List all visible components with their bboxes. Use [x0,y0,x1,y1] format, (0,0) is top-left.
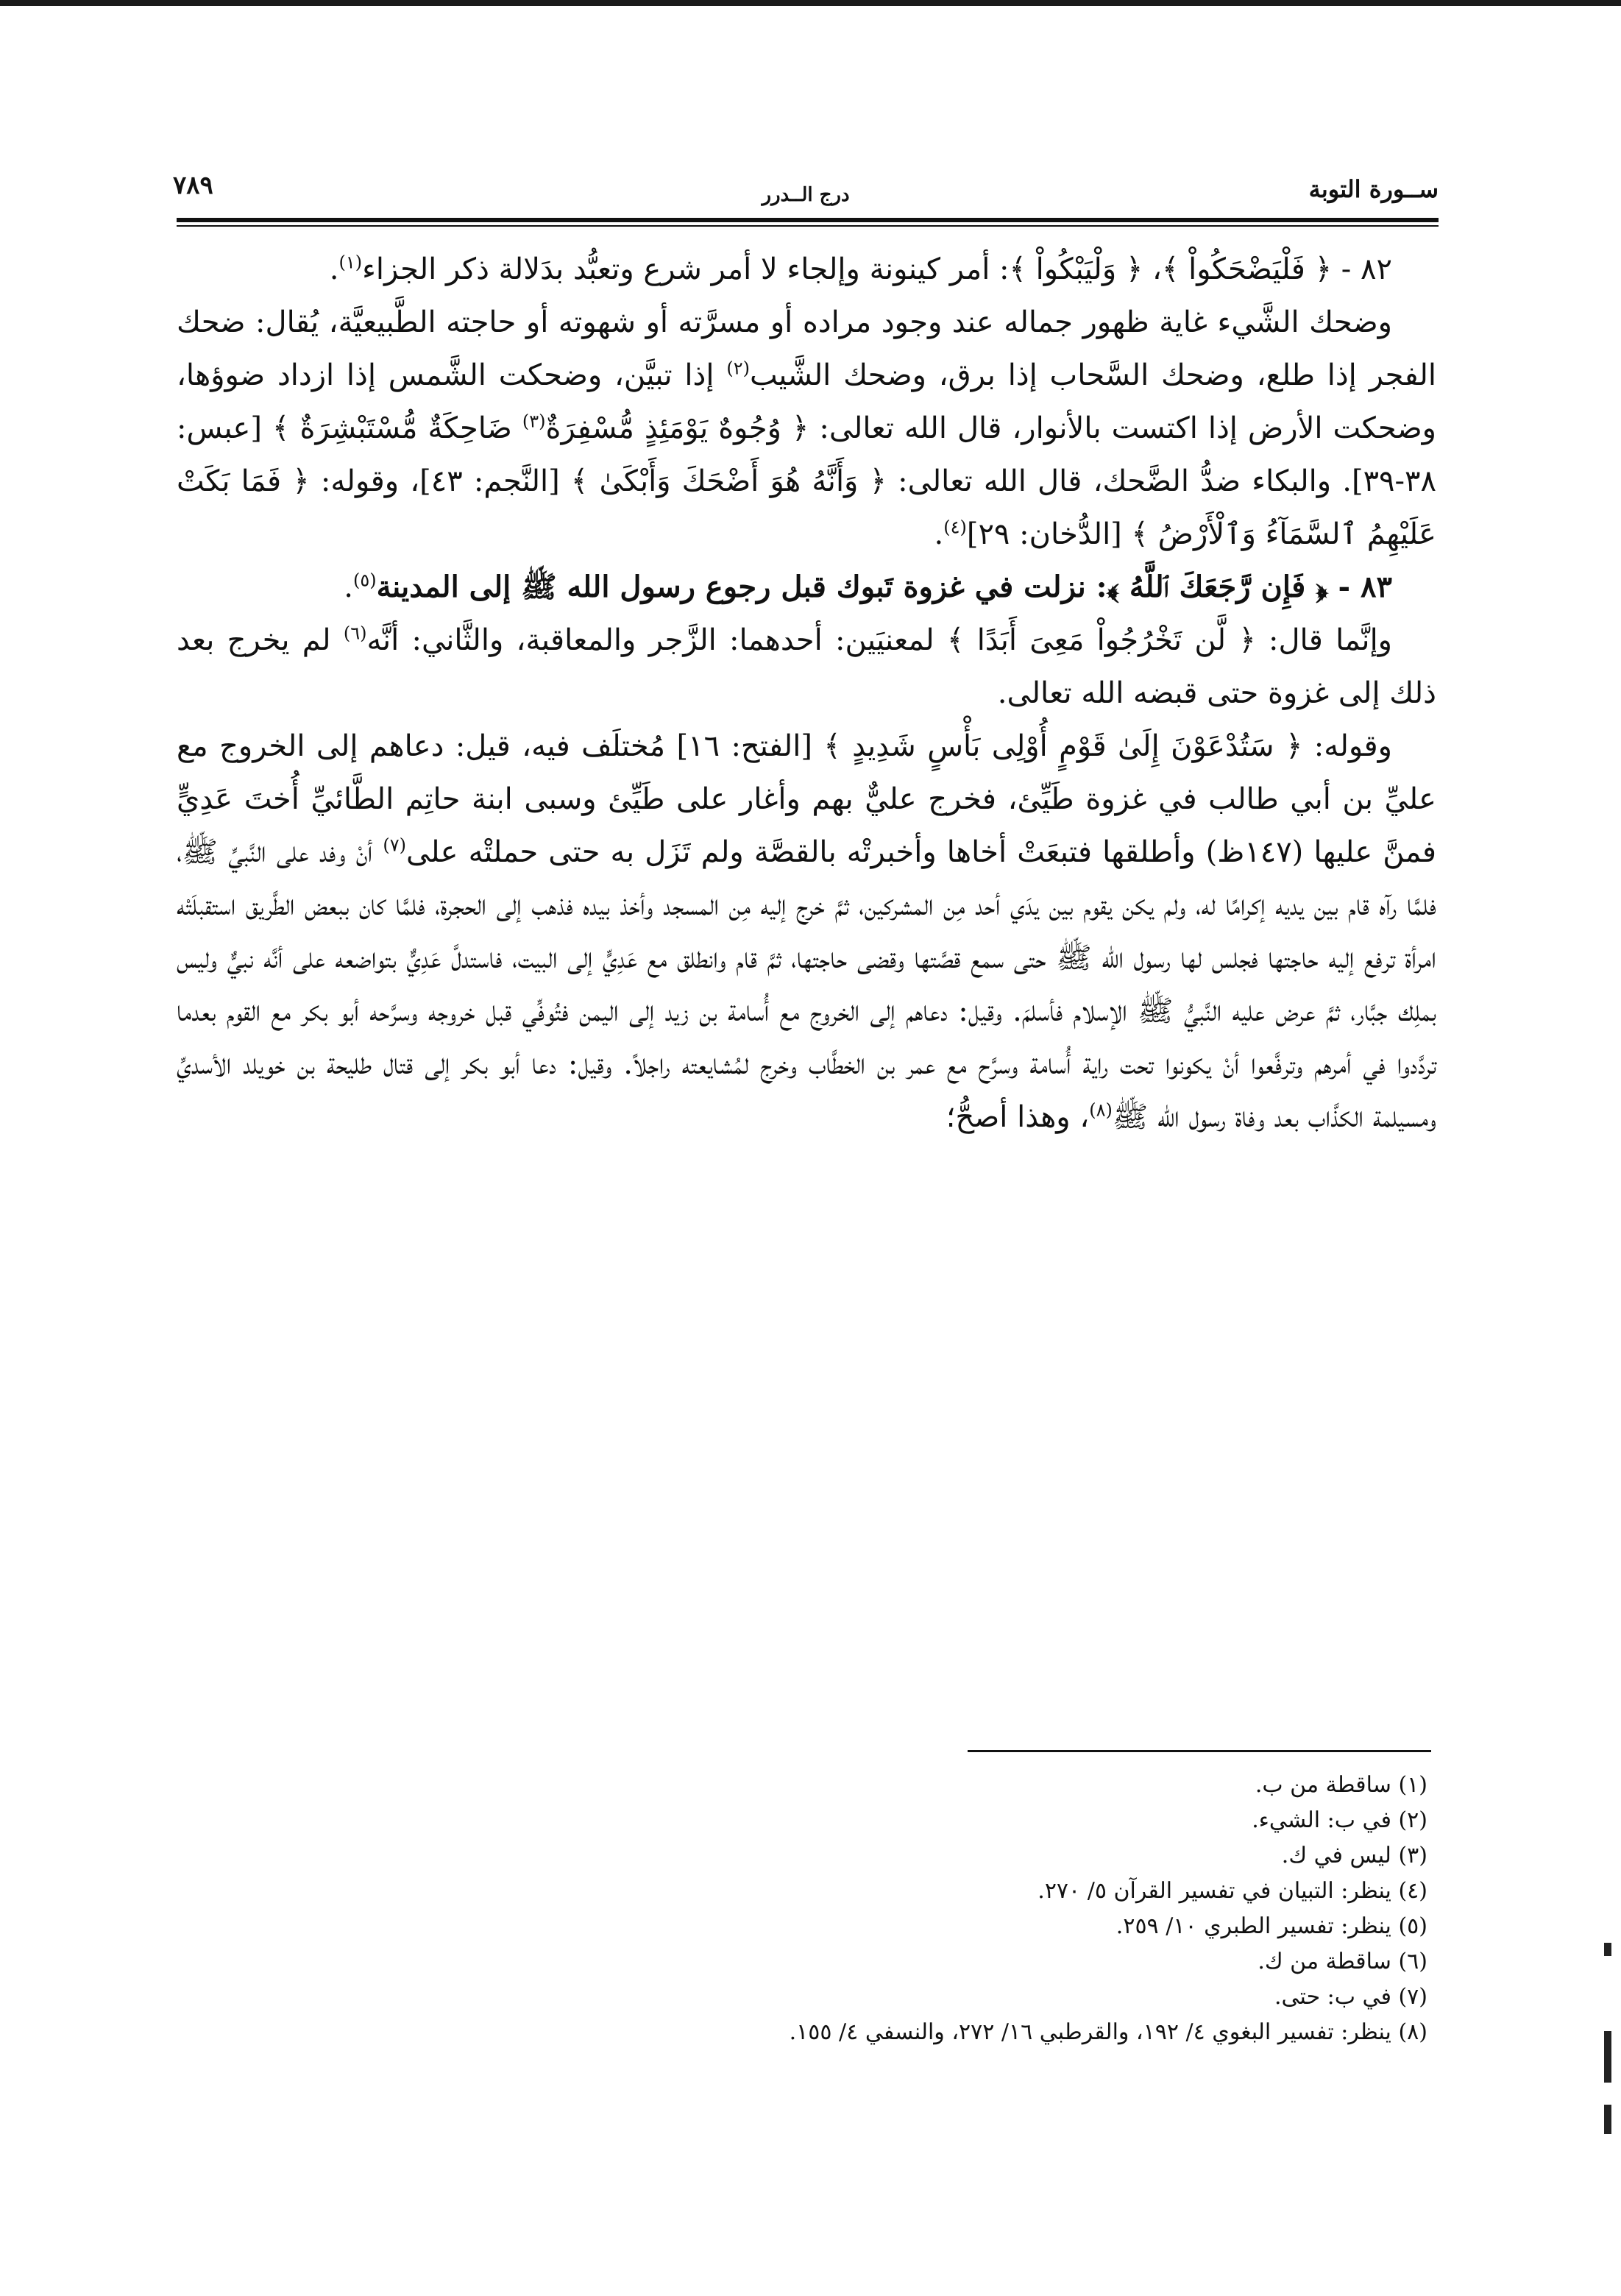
paragraph-verse-83: ٨٣ - ﴿ فَإِن رَّجَعَكَ ٱللَّهُ ﴾: نزلت في غزوة تَبوك قبل رجوع رسول الله ﷺ إلى المدينة$^{(٥)}$. [344,570,1392,604]
paragraph-text: وضحك الشَّيء غاية ظهور جماله عند وجود مراده أو مسرَّته أو شهوته أو حاجته الطَّبيعيَّة، يُقال: ضحك الفجر إذا طلع، وضحك السَّحاب إذا برق، وضحك الشَّيب [177,305,1436,392]
footnote-ref: (٥) [353,570,377,591]
footnote-ref: (٨) [1089,1099,1113,1121]
surah-title: ســورة التوبة [1308,175,1439,203]
footnote-ref: (٢) [726,358,750,379]
book-title: درج الــدرر [762,184,850,206]
scan-margin-mark [1604,2105,1611,2134]
footnote-ref: (٦) [343,623,367,644]
scan-margin-mark [1604,1943,1611,1956]
footnote-8: (٨) ينظر: تفسير البغوي ٤/ ١٩٢، والقرطبي ١٦/ ٢٧٢، والنسفي ٤/ ١٥٥. [789,2019,1427,2045]
footnote-1: (١) ساقطة من ب. [1255,1772,1427,1798]
paragraph-text: إذا تبيَّن، وضحكت الشَّمس إذا ازداد ضوؤها، وضحكت الأرض إذا اكتست بالأنوار، قال الله تعالى: ﴿ وُجُوهٌ يَوْمَئِذٍ مُّسْفِرَةٌ [177,358,1436,445]
paragraph-verse-82: ٨٢ - ﴿ فَلْيَضْحَكُواْ ﴾، ﴿ وَلْيَبْكُواْ ﴾: أمر كينونة وإلجاء لا أمر شرع وتعبُّد بدَلالة ذكر الجزاء$^{(١)}$. [329,252,1392,286]
paragraph-two-meanings [177,614,1436,720]
footnote-ref: (٧) [383,835,407,856]
scan-margin-mark [1604,2031,1611,2083]
footnote-3: (٣) ليس في ك. [1281,1843,1427,1868]
footnote-4: (٤) ينظر: التبيان في تفسير القرآن ٥/ ٢٧٠. [1037,1878,1427,1904]
footnote-ref: (٤) [943,517,967,538]
footnote-6: (٦) ساقطة من ك. [1258,1949,1427,1974]
paragraph-fath-16 [177,720,1436,1144]
paragraph-text: ، وهذا أصحُّ؛ [946,1100,1090,1134]
paragraph-text: وإنَّما قال: ﴿ لَّن تَخْرُجُواْ مَعِىَ أَبَدًا ﴾ لمعنيَين: أحدهما: الزَّجر والمعاقبة، والثَّاني: أنَّه [366,623,1392,657]
paragraph-laughter: وضحك الشَّيء غاية ظهور جماله عند وجود مراده أو مسرَّته أو شهوته أو حاجته الطَّبيعيَّة، يُقال: ضحك الفجر إذا طلع، وضحك السَّحاب إذا برق، وضحك الشَّيب$^{(٢)}$ إذا تبيَّن، وضحكت الشَّمس إذا ازداد ضوؤها، وضحكت الأرض إذا اكتست بالأنوار، قال الله تعالى: ﴿ وُجُوهٌ يَوْمَئِذٍ مُّسْفِرَةٌ$^{(٣)}$ ضَاحِكَةٌ مُّسْتَبْشِرَةٌ ﴾ [عبس: ٣٨-٣٩]. والبكاء ضدُّ الضَّحك، قال الله تعالى: ﴿ وَأَنَّهُ هُوَ أَضْحَكَ وَأَبْكَىٰ ﴾ [النَّجم: ٤٣]، وقوله: ﴿ فَمَا بَكَتْ عَلَيْهِمُ ٱلسَّمَآءُ وَٱلْأَرْضُ ﴾ [الدُّخان: ٢٩]$^{(٤)}$. [177,305,1437,551]
footnote-separator [968,1750,1431,1752]
main-text [177,243,1436,1144]
footnotes [177,1768,1427,2050]
footnote-2: (٢) في ب: الشيء. [1252,1807,1427,1833]
paragraph-text: أنْ وفد على النَّبيِّ ﷺ، فلمَّا رآه قام بين يديه إكرامًا له، ولم يكن يقوم بين يدَي أحد مِن المشركين، ثمَّ خرج إليه مِن المسجد وأخذ بيده فذهب إلى الحجرة، فلمَّا كان ببعض الطَّريق استقبلَتْه امرأة ترفع إليه حاجتها فجلس لها رسول الله ﷺ حتى سمع قصَّتها وقضى حاجتها، ثمَّ قام وانطلق مع عَدِيٍّ إلى البيت، فاستدلَّ عَدِيٌّ بتواضعه على أنَّه نبيٌّ وليس بملِك جبَّار، ثمَّ عرض عليه النَّبيُّ ﷺ الإسلام فأسلمَ. وقيل: دعاهم إلى الخروج مع أُسامة بن زيد إلى اليمن فتُوفِّي قبل خروجه وسرَّحه أبو بكر مع القوم بعدما تردَّدوا في أمرهم وترفَّعوا أنْ يكونوا تحت راية أُسامة وسرَّح مع عمر بن الخطَّاب وخرج لمُشايعته راجلاً. وقيل: دعا أبو بكر إلى قتال طليحة بن خويلد الأسديِّ ومسيلمة الكذَّاب بعد وفاة رسول الله ﷺ [177,835,1436,1134]
paragraph-text: ضَاحِكَةٌ مُّسْتَبْشِرَةٌ ﴾ [عبس: ٣٨-٣٩]. والبكاء ضدُّ الضَّحك، قال الله تعالى: ﴿ وَأَنَّهُ هُوَ أَضْحَكَ وَأَبْكَىٰ ﴾ [النَّجم: ٤٣]، وقوله: ﴿ فَمَا بَكَتْ عَلَيْهِمُ ٱلسَّمَآءُ وَٱلْأَرْضُ ﴾ [الدُّخان: ٢٩] [177,411,1437,551]
header-rule-thick [177,218,1439,222]
running-head [173,171,1439,215]
paragraph-text: ٨٣ - ﴿ فَإِن رَّجَعَكَ ٱللَّهُ ﴾: نزلت في غزوة تَبوك قبل رجوع رسول الله ﷺ إلى المدينة [376,570,1392,604]
paragraph-text: وقوله: ﴿ سَتُدْعَوْنَ إِلَىٰ قَوْمٍ أُوْلِى بَأْسٍ شَدِيدٍ ﴾ [الفتح: ١٦] مُختلَف فيه، قيل: دعاهم إلى الخروج مع عليِّ بن أبي طالب في غزوة طَيِّئ، فخرج عليٌّ بهم وأغار على طَيِّئ وسبى ابنة حاتِم الطَّائيِّ أُختَ عَدِيٍّ فمنَّ عليها (١٤٧ظ) وأطلقها فتبعَتْ أخاها وأخبرتْه بالقصَّة ولم تَزَل به حتى حملتْه على [177,729,1436,869]
paragraph-text: ٨٢ - ﴿ فَلْيَضْحَكُواْ ﴾، ﴿ وَلْيَبْكُواْ ﴾: أمر كينونة وإلجاء لا أمر شرع وتعبُّد بدَلالة ذكر الجزاء [362,252,1392,286]
footnote-5: (٥) ينظر: تفسير الطبري ١٠/ ٢٥٩. [1115,1913,1427,1939]
footnote-ref: (١) [338,252,363,273]
page-number: ٧٨٩ [173,171,213,200]
footnote-ref: (٣) [522,411,546,432]
footnote-7: (٧) في ب: حتى. [1274,1984,1427,2010]
paragraph-text: لم يخرج بعد ذلك إلى غزوة حتى قبضه الله تعالى. [177,623,1436,710]
scan-top-edge [0,0,1621,6]
header-rule-thin [177,225,1439,227]
